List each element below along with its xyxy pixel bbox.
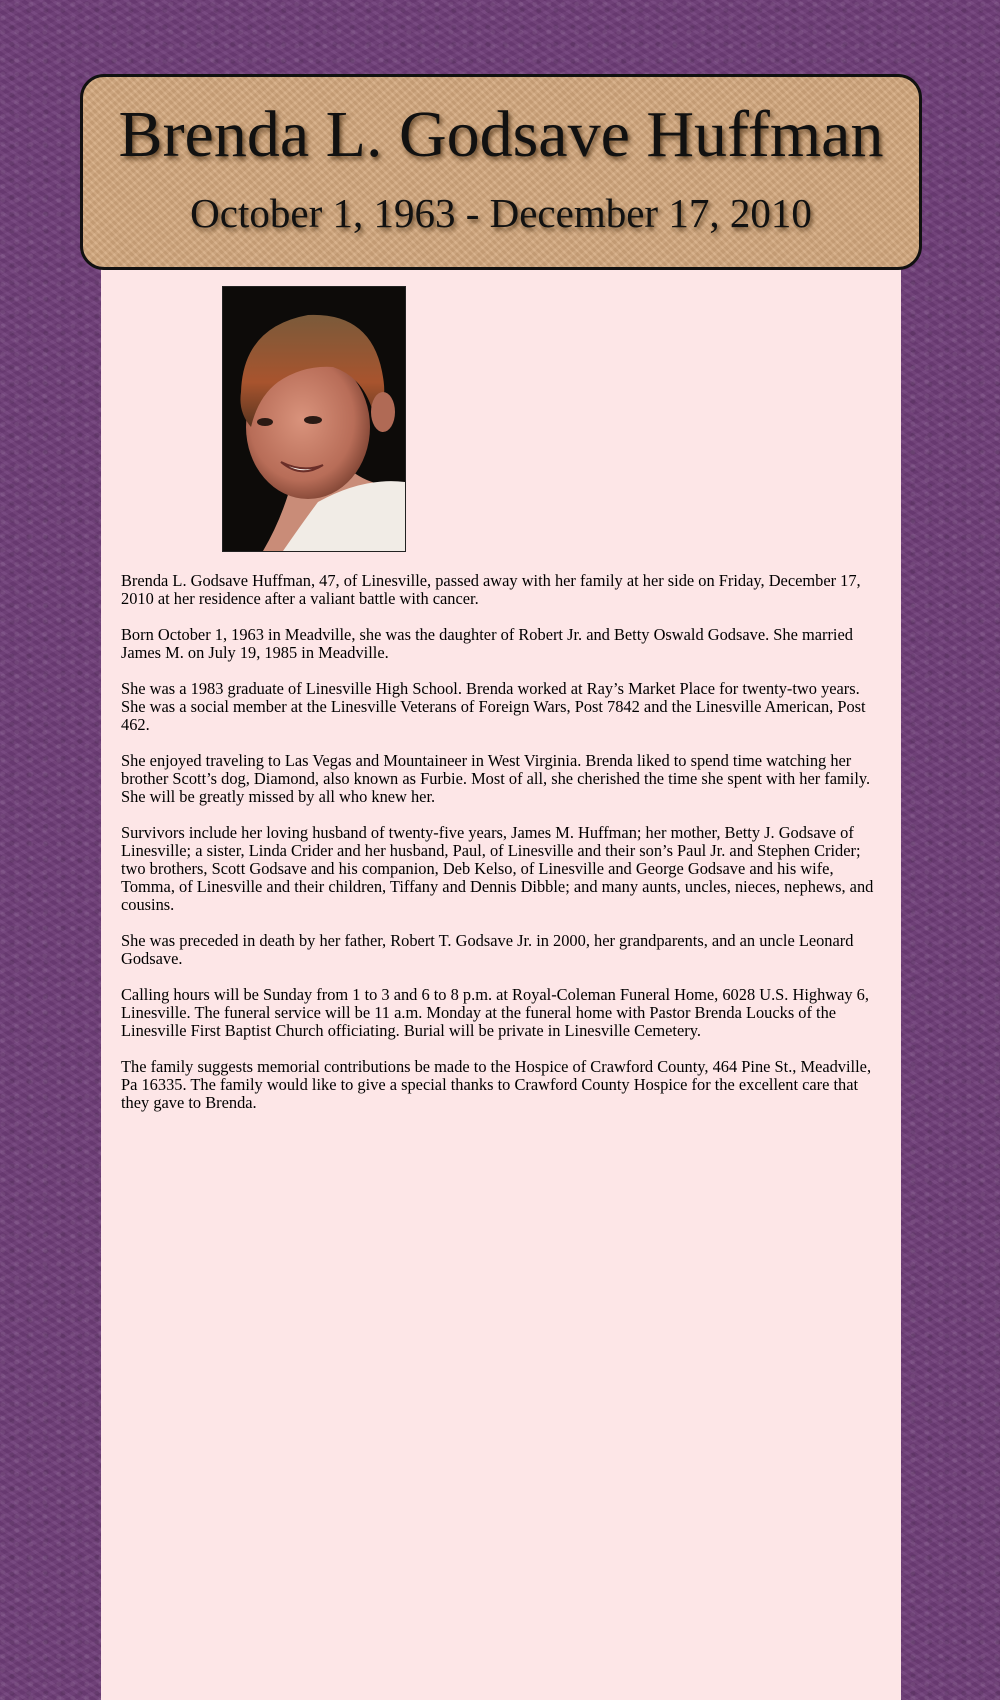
- obituary-paragraph: She was preceded in death by her father, Robert T. Godsave Jr. in 2000, her grandparents, and an uncle Leonard Godsave.: [121, 931, 854, 968]
- obituary-paragraph: The family suggests memorial contributions be made to the Hospice of Crawford County, 464 Pine St., Meadville, Pa 16335. The family would like to give a special thanks to Crawford County Hospice for the excellent care that they gave to Brenda.: [121, 1057, 872, 1112]
- obituary-text: [121, 572, 883, 1130]
- life-dates: October 1, 1963 - December 17, 2010: [190, 190, 812, 236]
- obituary-paragraph: Survivors include her loving husband of twenty-five years, James M. Huffman; her mother, Betty J. Godsave of Linesville; a sister, Linda Crider and her husband, Paul, of Linesville and their son’s Paul Jr. and Stephen Crider; two brothers, Scott Godsave and his companion, Deb Kelso, of Linesville and George Godsave and his wife, Tomma, of Linesville and their children, Tiffany and Dennis Dibble; and many aunts, uncles, nieces, nephews, and cousins.: [121, 823, 874, 914]
- portrait-illustration: [223, 287, 405, 551]
- portrait-photo: [222, 286, 406, 552]
- obituary-paragraph: Calling hours will be Sunday from 1 to 3 and 6 to 8 p.m. at Royal-Coleman Funeral Home, 6028 U.S. Highway 6, Linesville. The funeral service will be 11 a.m. Monday at the funeral home with Pastor Brenda Loucks of the Linesville First Baptist Church officiating. Burial will be private in Linesville Cemetery.: [121, 985, 869, 1040]
- page-title: Brenda L. Godsave Huffman: [118, 98, 884, 171]
- obituary-paragraph: Born October 1, 1963 in Meadville, she was the daughter of Robert Jr. and Betty Oswald Godsave. She married James M. on July 19, 1985 in Meadville.: [121, 625, 853, 662]
- obituary-paragraph: She was a 1983 graduate of Linesville High School. Brenda worked at Ray’s Market Place for twenty-two years. She was a social member at the Linesville Veterans of Foreign Wars, Post 7842 and the Linesville American, Post 462.: [121, 679, 866, 734]
- obituary-paragraph: She enjoyed traveling to Las Vegas and Mountaineer in West Virginia. Brenda liked to spend time watching her brother Scott’s dog, Diamond, also known as Furbie. Most of all, she cherished the time she spent with her family. She will be greatly missed by all who knew her.: [121, 751, 871, 806]
- obituary-paragraph: Brenda L. Godsave Huffman, 47, of Linesville, passed away with her family at her side on Friday, December 17, 2010 at her residence after a valiant battle with cancer.: [121, 571, 861, 608]
- header-banner: [80, 74, 922, 270]
